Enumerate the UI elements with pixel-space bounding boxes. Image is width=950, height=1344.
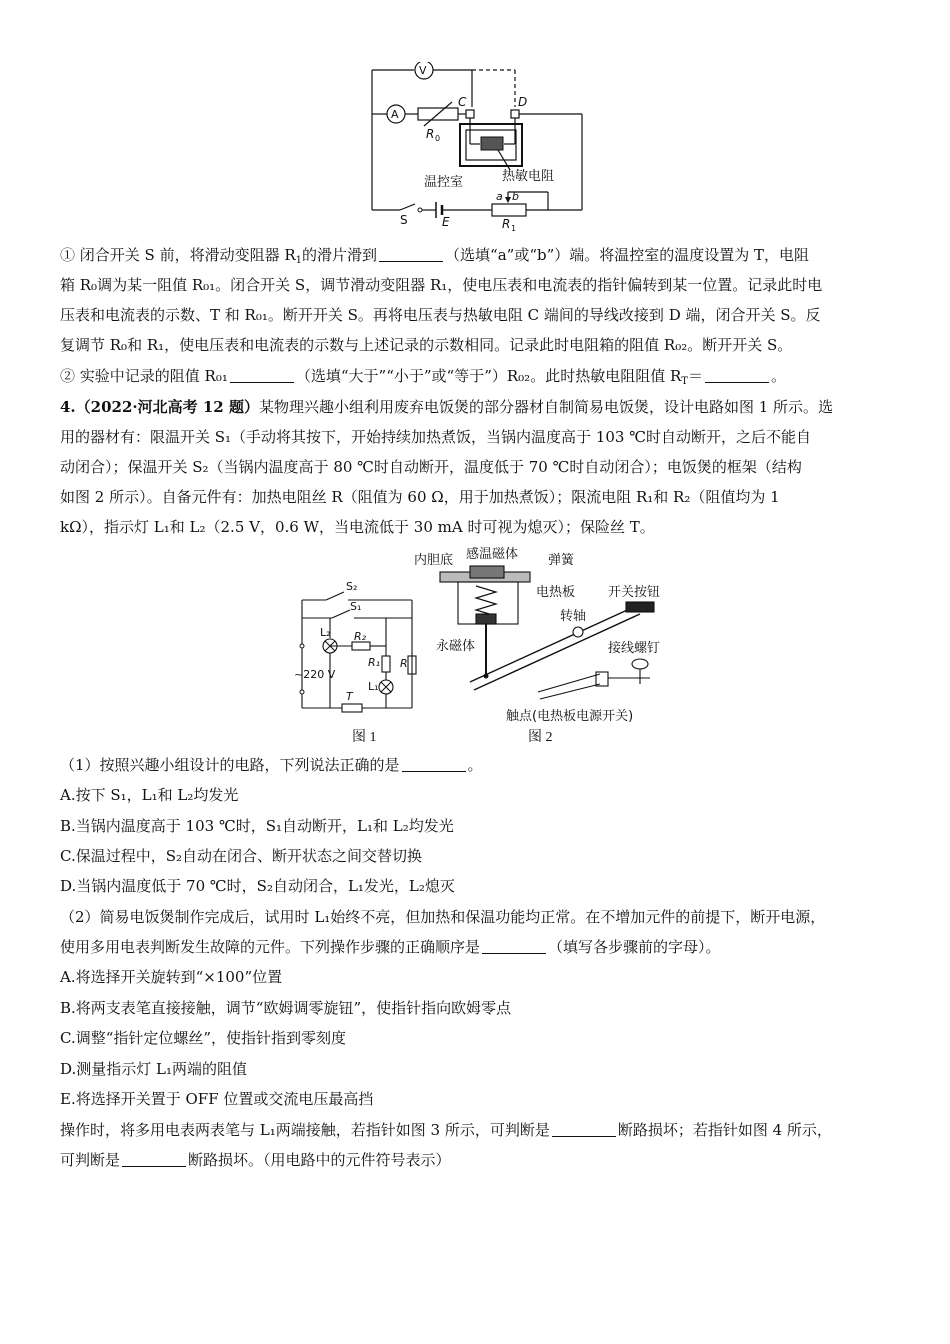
thermistor-label: 热敏电阻 bbox=[502, 169, 555, 184]
part1-option-c: C.保温过程中，S₂自动在闭合、断开状态之间交替切换 bbox=[60, 847, 423, 865]
answer-blank[interactable] bbox=[482, 937, 546, 954]
r1-subscript: 1 bbox=[295, 255, 303, 266]
part2-tail-text-d: 断路损坏。（用电路中的元件符号表示） bbox=[188, 1151, 451, 1169]
q4-number: 4.（2022·河北高考 12 题） bbox=[60, 398, 259, 416]
q4-intro-text-1: 某物理兴趣小组利用废弃电饭煲的部分器材自制简易电饭煲，设计电路如图 1 所示。选 bbox=[258, 398, 834, 416]
step1-text-c: （选填“a”或“b”）端。将温控室的温度设置为 T，电阻 bbox=[445, 246, 810, 264]
step1-line4: 复调节 R₀和 R₁，使电压表和电流表的示数与上述记录的示数相同。记录此时电阻箱的阻值 R₀₂。断开开关 S。 bbox=[60, 336, 793, 354]
step1-line2: 箱 R₀调为某一阻值 R₀₁。闭合开关 S，调节滑动变阻器 R₁，使电压表和电流表的指针偏转到某一位置。记录此时电 bbox=[60, 276, 823, 294]
part2-option-d: D.测量指示灯 L₁两端的阻值 bbox=[60, 1060, 248, 1078]
battery-label: E bbox=[442, 215, 450, 229]
step1-line1 bbox=[60, 240, 890, 270]
part2-tail-line2 bbox=[60, 1145, 890, 1175]
answer-blank[interactable] bbox=[122, 1150, 186, 1167]
rheostat-a-label: a bbox=[496, 190, 503, 203]
fig2-screw-label: 接线螺钉 bbox=[608, 641, 661, 656]
part1-option-d: D.当锅内温度低于 70 ℃时，S₂自动闭合，L₁发光，L₂熄灭 bbox=[60, 877, 455, 895]
fig2-caption: 图 2 bbox=[528, 730, 553, 745]
fig2-spring-label: 弹簧 bbox=[548, 553, 575, 568]
part2-stem-text-a: 使用多用电表判断发生故障的元件。下列操作步骤的正确顺序是 bbox=[60, 938, 481, 956]
fig1-r2-label: R₂ bbox=[354, 630, 367, 643]
part2-stem-line2 bbox=[60, 932, 890, 962]
switch-label: S bbox=[400, 213, 408, 227]
fig2-liner-label: 内胆底 bbox=[414, 553, 454, 568]
q4-intro-line3: 动闭合）；保温开关 S₂（当锅内温度高于 80 ℃时自动断开，温度低于 70 ℃时自动闭合）；电饭煲的框架（结构 bbox=[60, 458, 802, 476]
r0-label: R bbox=[426, 127, 435, 141]
fig1-s2-label: S₂ bbox=[346, 580, 358, 593]
rice-cooker-structure-figure bbox=[400, 544, 670, 726]
answer-blank[interactable] bbox=[402, 755, 466, 772]
part1-stem-end: 。 bbox=[467, 756, 483, 774]
fig1-t-label: T bbox=[346, 690, 353, 703]
part2-stem-line1: （2）简易电饭煲制作完成后，试用时 L₁始终不亮，但加热和保温功能均正常。在不增加元件的前提下，断开电源， bbox=[60, 908, 826, 926]
part1-stem-text: （1）按照兴趣小组设计的电路，下列说法正确的是 bbox=[60, 756, 400, 774]
step1-text-a: ① 闭合开关 S 前，将滑动变阻器 R bbox=[60, 246, 296, 264]
answer-blank[interactable] bbox=[230, 366, 294, 383]
part2-tail-text-c: 可判断是 bbox=[60, 1151, 121, 1169]
q4-intro-line1 bbox=[60, 392, 890, 422]
answer-blank[interactable] bbox=[705, 366, 769, 383]
step1-text-b: 的滑片滑到 bbox=[302, 246, 378, 264]
fig1-l2-label: L₂ bbox=[320, 626, 331, 639]
part2-tail-line1 bbox=[60, 1115, 890, 1145]
q4-intro-line4: 如图 2 所示）。自备元件有：加热电阻丝 R（阻值为 60 Ω，用于加热煮饭）；限流电阻 R₁和 R₂（阻值均为 1 bbox=[60, 488, 780, 506]
part2-option-c: C.调整“指针定位螺丝”，使指针指到零刻度 bbox=[60, 1029, 347, 1047]
fig2-sensor-label: 感温磁体 bbox=[466, 547, 519, 562]
r0-sub: 0 bbox=[435, 134, 441, 143]
step1-line3: 压表和电流表的示数、T 和 R₀₁。断开开关 S。再将电压表与热敏电阻 C 端间的导线改接到 D 端，闭合开关 S。反 bbox=[60, 306, 821, 324]
r1-label: R bbox=[502, 217, 511, 231]
ammeter-label: A bbox=[391, 108, 399, 121]
part2-tail-text-a: 操作时，将多用电表两表笔与 L₁两端接触，若指针如图 3 所示，可判断是 bbox=[60, 1121, 550, 1139]
part2-stem-text-b: （填写各步骤前的字母）。 bbox=[548, 938, 721, 956]
fig1-r-label: R bbox=[400, 657, 408, 670]
step2-text-d: 。 bbox=[770, 367, 786, 385]
r1-sub: 1 bbox=[511, 224, 517, 233]
step2-line: ② 实验中记录的阻值 R₀₁ （选填“大于”“小于”或“等于”）R₀₂。此时热敏电阻阻值 $R_T=$ 。 bbox=[60, 367, 786, 387]
fig1-s1-label: S₁ bbox=[350, 600, 362, 613]
step2-text-a: ② 实验中记录的阻值 R₀₁ bbox=[60, 367, 228, 385]
part1-stem bbox=[60, 750, 890, 780]
fig2-button-label: 开关按钮 bbox=[608, 585, 661, 600]
fig1-r1-label: R₁ bbox=[368, 656, 381, 669]
fig1-l1-label: L₁ bbox=[368, 680, 379, 693]
answer-blank[interactable] bbox=[379, 245, 443, 262]
fig1-caption: 图 1 bbox=[352, 730, 377, 745]
fig2-shaft-label: 转轴 bbox=[560, 609, 587, 624]
chamber-label: 温控室 bbox=[424, 175, 464, 190]
fig2-contact-label: 触点(电热板电源开关) bbox=[506, 709, 634, 724]
part2-option-a: A.将选择开关旋转到“×100”位置 bbox=[60, 968, 283, 986]
answer-blank[interactable] bbox=[552, 1120, 616, 1137]
fig2-plate-label: 电热板 bbox=[536, 585, 576, 600]
q4-intro-line2: 用的器材有：限温开关 S₁（手动将其按下，开始持续加热煮饭，当锅内温度高于 103 ℃时自动断开，之后不能自 bbox=[60, 428, 812, 446]
voltmeter-label: V bbox=[419, 64, 427, 77]
rheostat-icon bbox=[492, 204, 526, 216]
part1-option-a: A.按下 S₁，L₁和 L₂均发光 bbox=[60, 786, 239, 804]
q4-intro-line5: kΩ），指示灯 L₁和 L₂（2.5 V，0.6 W，当电流低于 30 mA 时可视为熄灭）；保险丝 T。 bbox=[60, 518, 655, 536]
part1-option-b: B.当锅内温度高于 103 ℃时，S₁自动断开，L₁和 L₂均发光 bbox=[60, 817, 454, 835]
fig1-source-label: ~220 V bbox=[294, 668, 336, 681]
part2-option-e: E.将选择开关置于 OFF 位置或交流电压最高挡 bbox=[60, 1090, 374, 1108]
thermistor-circuit-figure bbox=[360, 62, 600, 240]
part2-tail-text-b: 断路损坏；若指针如图 4 所示， bbox=[617, 1121, 832, 1139]
terminal-c-label: C bbox=[458, 95, 467, 109]
part2-option-b: B.将两支表笔直接接触，调节“欧姆调零旋钮”，使指针指向欧姆零点 bbox=[60, 999, 512, 1017]
fig2-magnet-label: 永磁体 bbox=[436, 639, 476, 654]
step2-text-b: （选填“大于”“小于”或“等于”）R₀₂。此时热敏电阻阻值 R bbox=[295, 367, 682, 385]
terminal-d-label: D bbox=[518, 95, 528, 109]
step2-text-c: ＝ bbox=[687, 367, 703, 385]
rheostat-b-label: b bbox=[512, 190, 519, 203]
